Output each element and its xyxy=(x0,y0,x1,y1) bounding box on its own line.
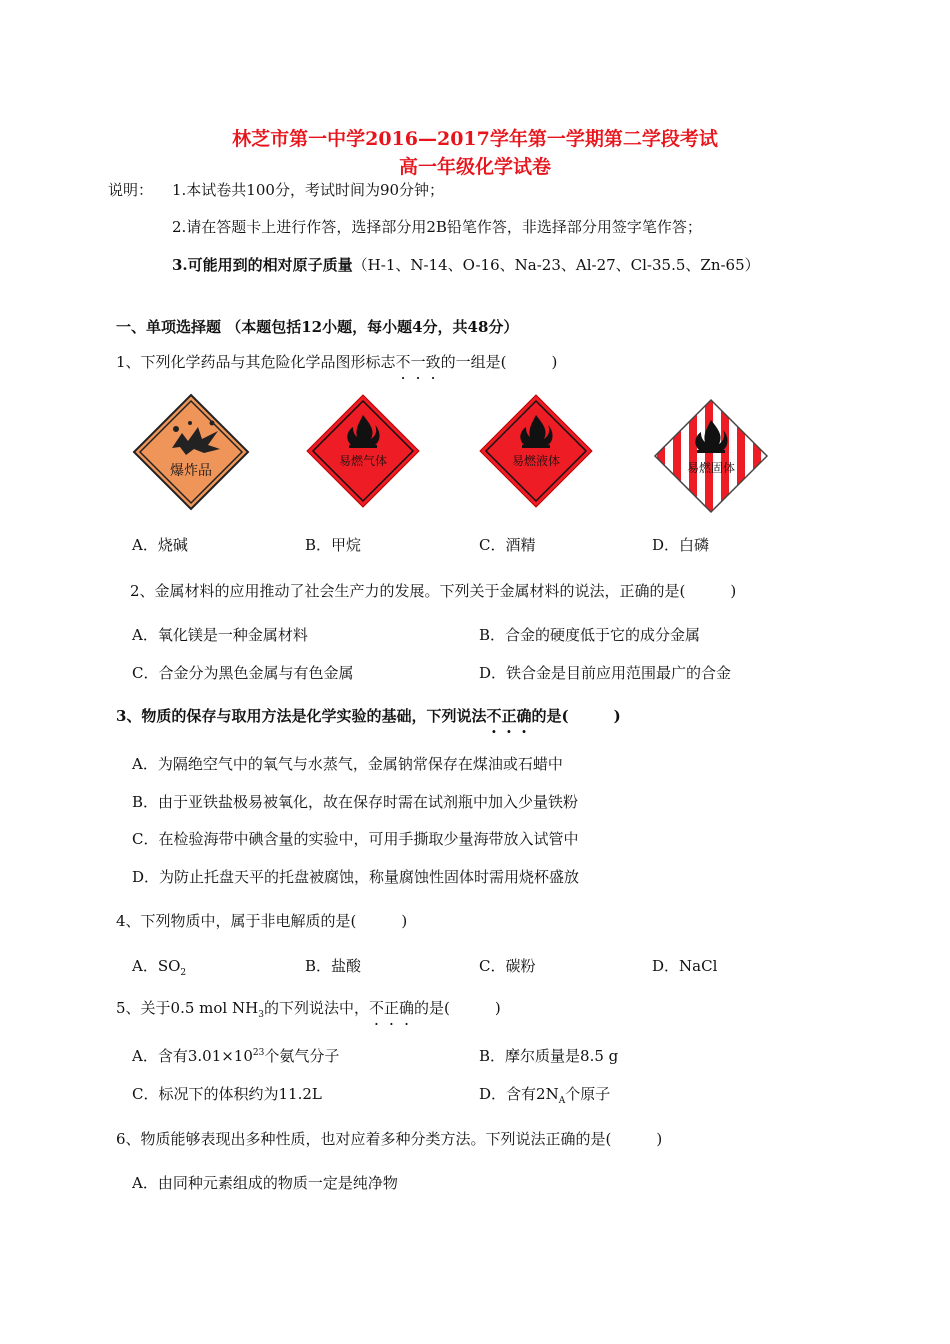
emphasis-char: 不 xyxy=(368,999,384,1017)
sign-label: 易燃气体 xyxy=(338,454,388,468)
question-3-stem xyxy=(116,705,621,726)
question-1-text-end: 的一组是( ) xyxy=(440,353,558,371)
subscript: A xyxy=(558,1096,566,1106)
question-3-option-c[interactable]: C．在检验海带中碘含量的实验中，可用手撕取少量海带放入试管中 xyxy=(132,830,579,848)
question-1-text: 1、下列化学药品与其危险化学品图形标志 xyxy=(116,353,396,371)
flammable-liquid-hazard-sign xyxy=(478,393,594,509)
question-1-stem xyxy=(116,351,557,372)
question-6-option-a[interactable]: A．由同种元素组成的物质一定是纯净物 xyxy=(132,1174,398,1192)
emphasis-char: 确 xyxy=(516,707,532,725)
instruction-item-3-label: 3.可能用到的相对原子质量 xyxy=(172,256,353,274)
instruction-item-1: 1.本试卷共100分，考试时间为90分钟； xyxy=(172,181,445,199)
sign-label: 易燃固体 xyxy=(686,461,736,475)
question-3-option-d[interactable]: D．为防止托盘天平的托盘被腐蚀，称量腐蚀性固体时需用烧杯盛放 xyxy=(132,868,580,886)
subscript: 2 xyxy=(180,968,187,978)
emphasis-char: 不 xyxy=(395,353,411,371)
question-1-option-d[interactable]: D．白磷 xyxy=(652,536,710,554)
question-4-option-b[interactable]: B．盐酸 xyxy=(305,957,362,975)
question-3-text: 3、物质的保存与取用方法是化学实验的基础，下列说法 xyxy=(116,707,487,725)
sign-label: 爆炸品 xyxy=(170,463,212,479)
question-4-option-a[interactable] xyxy=(132,955,186,978)
instruction-item-3-values: （H-1、N-14、O-16、Na-23、Al-27、Cl-35.5、Zn-65） xyxy=(352,256,760,274)
question-5-option-a[interactable] xyxy=(132,1045,339,1066)
question-2-option-b[interactable]: B．合金的硬度低于它的成分金属 xyxy=(479,626,701,644)
question-5-text-mid: 的下列说法中， xyxy=(263,999,369,1017)
instructions-label: 说明： xyxy=(108,181,154,199)
question-5-stem xyxy=(116,997,501,1020)
superscript: 23 xyxy=(252,1048,265,1058)
question-3-option-a[interactable]: A．为隔绝空气中的氧气与水蒸气，金属钠常保存在煤油或石蜡中 xyxy=(132,755,563,773)
question-2-option-c[interactable]: C．合金分为黑色金属与有色金属 xyxy=(132,664,354,682)
exam-title-line2: 高一年级化学试卷 xyxy=(398,156,551,178)
question-1-option-c[interactable]: C．酒精 xyxy=(479,536,536,554)
question-2-option-d[interactable]: D．铁合金是目前应用范围最广的合金 xyxy=(479,664,732,682)
question-5-text-end: 的是( ) xyxy=(414,999,501,1017)
flammable-solid-hazard-sign xyxy=(653,398,769,514)
section-heading: 一、单项选择题 （本题包括12小题，每小题4分，共48分） xyxy=(116,318,519,336)
option-text-end: 个原子 xyxy=(565,1085,611,1103)
question-6-stem: 6、物质能够表现出多种性质，也对应着多种分类方法。下列说法正确的是( ) xyxy=(116,1130,663,1148)
question-5-option-c[interactable]: C．标况下的体积约为11.2L xyxy=(132,1085,322,1103)
question-4-option-c[interactable]: C．碳粉 xyxy=(479,957,536,975)
emphasis-char: 一 xyxy=(410,353,426,371)
question-5-option-b[interactable]: B．摩尔质量是8.5 g xyxy=(479,1047,619,1065)
option-text: D．含有2N xyxy=(479,1085,559,1103)
exam-title-line1: 林芝市第一中学2016—2017学年第一学期第二学段考试 xyxy=(232,128,718,150)
question-3-option-b[interactable]: B．由于亚铁盐极易被氧化，故在保存时需在试剂瓶中加入少量铁粉 xyxy=(132,793,579,811)
instruction-item-2: 2.请在答题卡上进行作答，选择部分用2B铅笔作答，非选择部分用签字笔作答； xyxy=(172,218,702,236)
question-2-option-a[interactable]: A．氧化镁是一种金属材料 xyxy=(132,626,308,644)
emphasis-char: 不 xyxy=(486,707,502,725)
question-2-stem: 2、金属材料的应用推动了社会生产力的发展。下列关于金属材料的说法，正确的是( ) xyxy=(130,582,737,600)
question-1-option-a[interactable]: A．烧碱 xyxy=(132,536,188,554)
question-4-option-d[interactable]: D．NaCl xyxy=(652,957,718,975)
question-3-text-end: 的是( ) xyxy=(531,707,621,725)
emphasis-char: 正 xyxy=(501,707,517,725)
question-4-stem: 4、下列物质中，属于非电解质的是( ) xyxy=(116,912,408,930)
option-text: A．含有3.01×10 xyxy=(132,1047,253,1065)
question-5-text: 5、关于0.5 mol NH xyxy=(116,999,259,1017)
subscript: 3 xyxy=(258,1010,264,1020)
question-1-option-b[interactable]: B．甲烷 xyxy=(305,536,362,554)
emphasis-char: 正 xyxy=(383,999,399,1017)
instruction-item-3 xyxy=(172,254,760,275)
option-text: A．SO xyxy=(132,957,181,975)
explosives-hazard-sign xyxy=(132,393,250,511)
emphasis-char: 致 xyxy=(425,353,441,371)
sign-label: 易燃液体 xyxy=(511,454,561,468)
emphasis-char: 确 xyxy=(398,999,414,1017)
question-5-option-d[interactable] xyxy=(479,1083,610,1106)
option-text-end: 个氨气分子 xyxy=(264,1047,340,1065)
flammable-gas-hazard-sign xyxy=(305,393,421,509)
